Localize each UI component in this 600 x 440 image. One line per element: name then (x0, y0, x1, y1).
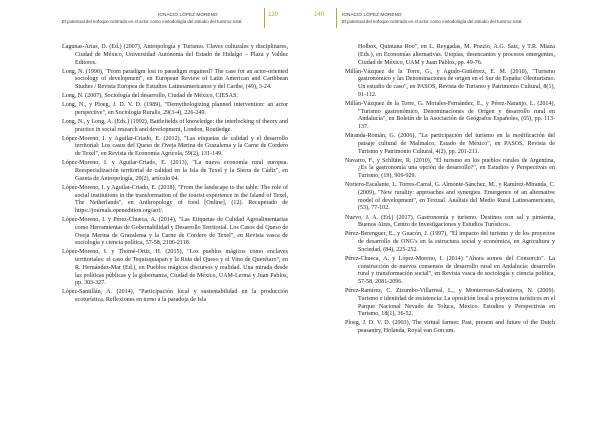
reference-entry: Lagunas-Arias, D. (Ed.) (2007), Antropología y Turismo. Claves culturales y disciplinares, Ciudad de México, Universidad Autónoma del Estado de Hidalgo – Plaza y Valdez Editores. (62, 44, 288, 66)
reference-entry: López-Moreno, I. y Aguilar-Criado, E. (2012), "Las etiquetas de calidad y el desarrollo territorial: Los casos del Queso de Oveja Merina de Grazalema y la Carne de Cordero de Texel", en Revista de Economía Agrícola, 59(2), 131-149. (62, 135, 288, 158)
reference-entry: López-Moreno, I. y Pérez-Chueca, A. (2014), "Las Etiquetas de Calidad Agroalimentarias como Herramientas de Gobernabilidad y Desarrollo Territorial. Los Casos del Queso de Oveja Merina de Grazalema y la Carne de Cordero de Texel", en Revista vasca de sociología y ciencia política, 57-58, 2106-2118. (62, 217, 288, 247)
reference-entry: Navarro, F., y Schlüter, R. (2010), "El turismo en los pueblos rurales de Argentina, ¿Es la gastronomía una opción de desarrollo?", en Estudios y Perspectivas en Turismo, (19), 909-929. (345, 157, 555, 180)
reference-continuation: Holbox, Quintana Roo", en L. Reygadas, M. Pozzio, A.G. Saiz, y T.R. Miaza (Eds.), en Economías alternativas. Utopías, desencantos y procesos emergentes, Ciudad de México, UAM y Juan Pablos, pp. 49-76. (358, 44, 555, 66)
reference-entry: Long, N., y Ploeg, J. D. V. D. (1989), "Demythologizing planned intervention: an actor perspective", en Sociologia Ruralis, 29(3-4), 226-249. (62, 102, 288, 116)
right-page-number: 140 (314, 12, 325, 18)
reference-entry: Nuevo, J. A. (Ed.) (2017), Gastronomía y turismo. Destinos con sal y pimienta, Buenos Aires, Centro de Investigaciones y Estudios Turísticos. (345, 214, 555, 229)
reference-entry: López-Moreno, I. y Aguilar-Criado, E. (2013), "La nueva economía rural europea. Reespecialización territorial de calidad en la Isla de Texel y la Sierra de Cádiz", en Gazeta de Antropología, 29(2), artículo 04. (62, 160, 288, 182)
reference-entry: Noriero-Escalante, L. Torres-Carral, G. Almonte-Sánchez, M., y Ramírez-Miranda, C. (2009), "New rurality: approaches and synergies. Emergence of an alternative model of development", en Textual. Análisis del Medio Rural Latinoamericano, (53), 77-102. (345, 182, 555, 212)
reference-entry: Millán-Vázquez de la Torre, G., y Agudo-Gutiérrez, E. M. (2010), "Turismo gastronómico y las Denominaciones de origen en el Sur de España: Oleoturismo. Un estudio de caso", en PASOS, Revista de Turismo y Patrimonio Cultural, 8(1), 91-112. (345, 68, 555, 98)
reference-entry: López-Moreno, I. y Aguilar-Criado, E. (2018), "From the landscape to the table: The role of social institutions in the transformation of the tourist experience in the Island of Texel, The Netherlands", en Anthropology of food [Online], (12). Recuperado de https://journals.openedition.org/aof/. (62, 184, 288, 215)
right-page-header (300, 0, 600, 32)
right-header-subtitle: El potencial del enfoque centrado en el actor como metodología del estudio del turismo rural (342, 19, 522, 24)
reference-entry: Pérez-Berenguer, E., y Guacón, J. (1997), "El impacto del turismo y de los proyectos de desarrollo de ONG's en la estructura social y económica, en Agricultura y Sociedad, (84), 225-252. (345, 231, 555, 253)
left-header-divider (264, 8, 265, 28)
reference-entry: Ploeg, J. D. V. D. (2003), The virtual farmer. Past, present and future of the Dutch peasantry, Holanda, Royal van Gorcum. (345, 320, 555, 335)
right-header-divider (336, 8, 337, 28)
reference-entry: Long, N. (2007), Sociología del desarrollo, Ciudad de México, CIESAS. (62, 93, 238, 100)
right-reference-list (345, 44, 555, 337)
right-header-author: IGNACIO LÓPEZ MORENO (342, 12, 402, 17)
reference-entry: López-Santillán, A. (2014), "Participación local y sustentabilidad en la producción ecoturística. Reflexiones en torno a la paradoja de Isla (62, 289, 288, 304)
left-page-number: 139 (268, 12, 279, 18)
left-header-author: IGNACIO LÓPEZ MORENO (158, 12, 218, 17)
reference-entry: López-Moreno, I. y Thomé-Ortiz, H. (2015), "Los pueblos mágicos como enclaves territoriales: el caso de Tequisquiapan y la Ruta del Queso y el Vino de Querétaro", en R. Hernández-Mar (Ed.), en Pueblos mágicos discursos y realidad. Una mirada desde las políticas públicas y la gobernanza, Ciudad de México, UAM-Lerma y Juan Pablos, pp. 303-327. (62, 249, 288, 287)
reference-entry: Pérez-Chueca, A. y López-Moreno, I. (2014) "Ahora somos del Consorcio". La construcción de nuevos consensos de desarrollo rural en Andalucía: desarrollo rural y transformación social", en Revista vasca de sociología y ciencia política, 57-58, 2081-2096. (345, 255, 555, 286)
left-reference-list (62, 44, 288, 306)
reference-entry: Millán-Vázquez de la Torre, G. Morales-Fernández, E., y Pérez-Naranjo, L. (2014), "Turismo gastronómico, Denominaciones de Origen y desarrollo rural en Andalucía", en Boletín de la Asociación de Geógrafos Españoles, (65), pp. 113-137. (345, 100, 555, 131)
reference-entry: Pérez-Ramírez, C. Zizumbo-Villarreal, L., y Monterroso-Salvatierra, N. (2009). Turismo e identidad de resistencia: La oposición local a proyectos turísticos en el Parque Nacional Nevado de Toluca, México. Estudios y Perspectivas en Turismo, 18(1), 36-52. (345, 288, 555, 318)
reference-entry: Miranda-Román, G. (2006), "La participación del turismo en la modificación del paisaje cultural de Malinalco, Estado de México", en PASOS, Revista de Turismo y Patrimonio Cultural, 4(2), pp. 201-211. (345, 133, 555, 155)
reference-entry: Long, N. (1990), "From paradigm lost to paradigm regained? The case for an actor-oriented sociology of development", en European Review of Latin American and Caribbean Studies / Revista Europea de Estudios Latinoamericanos y del Caribe, (49), 3-24. (62, 68, 288, 91)
left-page-header (0, 0, 300, 32)
left-header-subtitle: El potencial del enfoque centrado en el actor como metodología del estudio del turismo rural (62, 19, 242, 24)
reference-entry: Long, N., y Long, A. (Eds.) (1992), Battlefields of knowledge: the interlocking of theory and practice in social research and development, London, Routledge. (62, 118, 288, 133)
